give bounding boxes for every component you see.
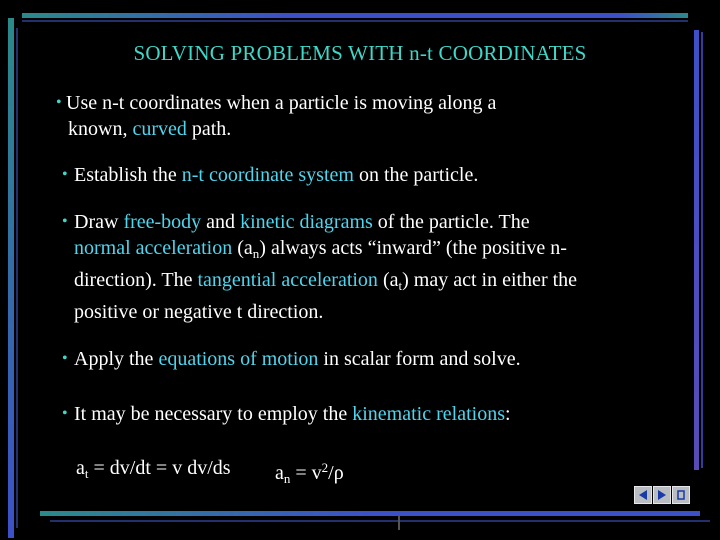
left-frame-bar xyxy=(8,18,14,538)
bullet-3-line-1: Draw free-body and kinetic diagrams of the particle. The xyxy=(74,211,530,233)
bullet-4-line-1: Apply the equations of motion in scalar form and solve. xyxy=(74,348,521,370)
triangle-right-icon xyxy=(656,489,668,501)
bullet-3-line-4: positive or negative t direction. xyxy=(74,301,324,323)
bullet-item-5 xyxy=(62,401,511,427)
bullet-dot: • xyxy=(62,405,68,422)
next-slide-button[interactable] xyxy=(653,486,671,504)
left-frame-bar-shade xyxy=(16,28,18,528)
previous-slide-button[interactable] xyxy=(634,486,652,504)
bullet-3-line-3: direction). The tangential acceleration $(a_t)$ may act in either the xyxy=(74,269,578,293)
equation-normal: $a_n = v^2/\rho$ xyxy=(275,460,344,486)
bottom-frame-bar xyxy=(40,511,700,516)
top-frame-bar xyxy=(22,13,688,18)
equation-tangential: $a_t = dv/dt = v$ dv/ds xyxy=(76,457,231,481)
end-show-button[interactable] xyxy=(672,486,690,504)
bullet-1-line-2: known, curved path. xyxy=(68,118,232,140)
right-frame-bar xyxy=(694,30,699,470)
bullet-item-1 xyxy=(56,90,497,142)
bullet-1-line-1: Use n-t coordinates when a particle is moving along a xyxy=(66,92,497,114)
bullet-2-line-1: Establish the n-t coordinate system on the particle. xyxy=(74,164,479,186)
bottom-frame-tick xyxy=(398,516,400,530)
bullet-dot: • xyxy=(56,94,62,111)
bullet-3-line-2: normal acceleration $(a_n)$ always acts “inward” (the positive n- xyxy=(74,237,567,261)
bullet-item-3 xyxy=(62,209,578,325)
slide-title: SOLVING PROBLEMS WITH n-t COORDINATES xyxy=(133,41,587,65)
end-icon xyxy=(675,489,687,501)
bullet-item-4 xyxy=(62,346,521,372)
top-frame-bar-shade xyxy=(22,20,688,22)
bullet-5-line-1: It may be necessary to employ the kinematic relations: xyxy=(74,403,511,425)
bullet-dot: • xyxy=(62,350,68,367)
triangle-left-icon xyxy=(637,489,649,501)
right-frame-bar-shade xyxy=(701,32,703,468)
bottom-frame-bar-shade xyxy=(50,520,710,522)
bullet-item-2 xyxy=(62,162,479,188)
bullet-dot: • xyxy=(62,213,68,230)
bullet-dot: • xyxy=(62,166,68,183)
